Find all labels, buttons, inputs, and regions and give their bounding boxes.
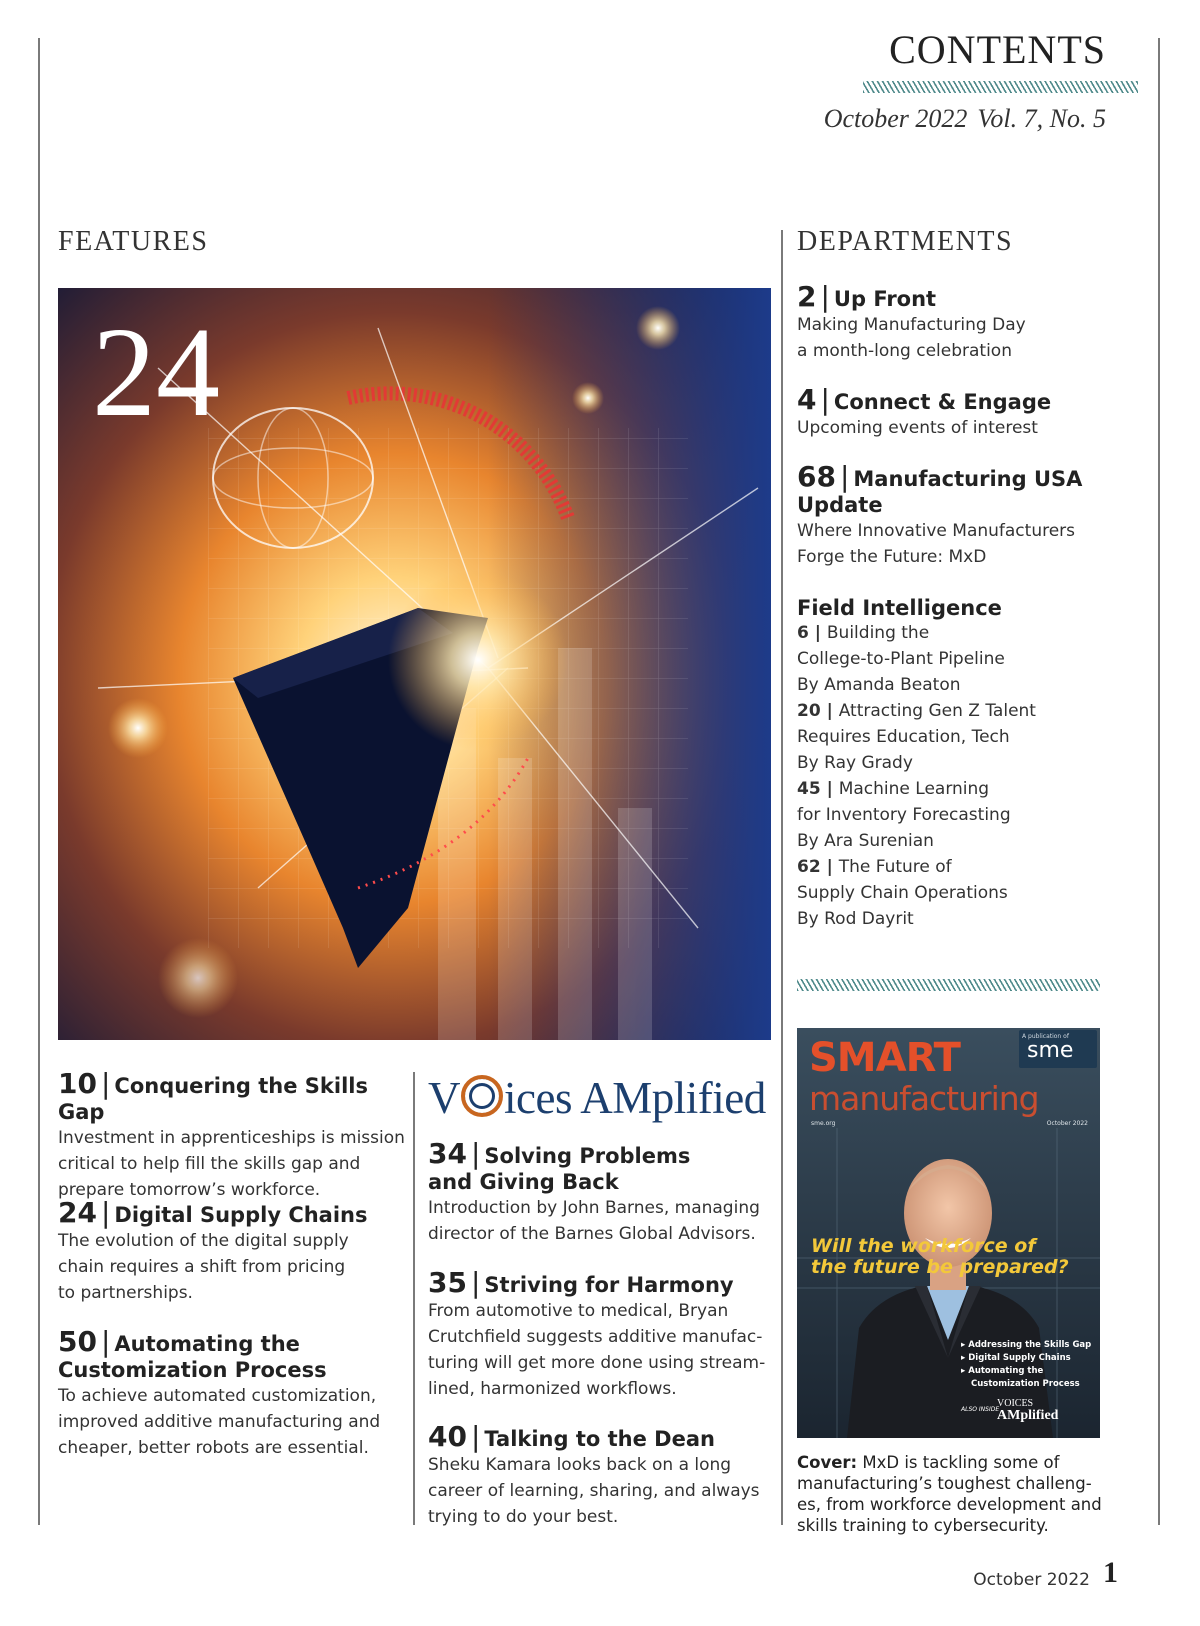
article-byline: By Ara Surenian [797, 831, 934, 851]
department-entry-up-front[interactable] [797, 280, 1127, 364]
article-title-line-2: Requires Education, Tech [797, 727, 1010, 747]
voices-entry-striving-for-harmony[interactable] [428, 1266, 773, 1402]
magazine-cover-thumbnail[interactable] [797, 1028, 1100, 1438]
caption-label: Cover: [797, 1453, 858, 1472]
article-title-line-2: for Inventory Forecasting [797, 805, 1011, 825]
logo-wordmark: ices AMplified [504, 1073, 766, 1123]
voices-entry-heading: 40 | Talking to the Dean [428, 1420, 715, 1453]
page-number: 10 [58, 1067, 97, 1100]
cover-bullet-list [961, 1339, 1091, 1391]
cover-headline-line: the future be prepared? [811, 1256, 1069, 1278]
description-line: Where Innovative Manufacturers [797, 521, 1076, 541]
cover-voices-logo: VOICES AMplified [997, 1398, 1059, 1423]
article-title: The Future of [838, 857, 952, 877]
voices-amplified-logo [428, 1072, 766, 1124]
feature-description [58, 1228, 408, 1306]
description-line: The evolution of the digital supply [58, 1231, 349, 1251]
page-number: 35 [428, 1266, 467, 1299]
page-number: 50 [58, 1325, 97, 1358]
description-line: director of the Barnes Global Advisors. [428, 1224, 756, 1244]
department-title: Manufacturing USA [853, 467, 1083, 491]
description-line: a month-long celebration [797, 341, 1012, 361]
department-entry-heading: 4 | Connect & Engage [797, 383, 1052, 416]
feature-entry-skills-gap[interactable] [58, 1067, 408, 1203]
feature-entry-heading: 24 | Digital Supply Chains [58, 1196, 368, 1229]
voices-title-line-2: and Giving Back [428, 1170, 619, 1194]
cover-headline-line: Will the workforce of [811, 1235, 1036, 1257]
feature-entry-heading: 50 | Automating the [58, 1325, 300, 1358]
description-line: lined, harmonized workflows. [428, 1379, 677, 1399]
voices-description [428, 1452, 773, 1530]
departments-hatch-rule [797, 979, 1100, 991]
features-heading: FEATURES [58, 226, 209, 257]
description-line: Sheku Kamara looks back on a long [428, 1455, 732, 1475]
cover-publisher-note: A publication of [1022, 1033, 1069, 1040]
department-entry-manufacturing-usa[interactable] [797, 460, 1127, 570]
article-byline: By Amanda Beaton [797, 675, 961, 695]
cover-bullet: ▸ Digital Supply Chains [961, 1353, 1071, 1363]
description-line: Introduction by John Barnes, managing [428, 1198, 760, 1218]
feature-illustration[interactable] [58, 288, 771, 1040]
page-number: 2 [797, 280, 817, 313]
article-title: Attracting Gen Z Talent [838, 701, 1036, 721]
left-margin-rule [38, 38, 40, 1525]
voices-entry-talking-to-the-dean[interactable] [428, 1420, 773, 1530]
article-title-line-2: College-to-Plant Pipeline [797, 649, 1005, 669]
feature-art-number: 24 [92, 301, 220, 443]
feature-entry-heading: 10 | Conquering the Skills Gap [58, 1067, 368, 1124]
voices-entry-heading: 35 | Striving for Harmony [428, 1266, 734, 1299]
article-title: Machine Learning [838, 779, 990, 799]
field-intelligence-item[interactable]: 62 | The Future of Supply Chain Operations By Rod Dayrit [797, 854, 1127, 932]
field-intelligence-section [797, 596, 1127, 932]
description-line: trying to do your best. [428, 1507, 619, 1527]
page-number: 40 [428, 1420, 467, 1453]
department-title: Up Front [833, 287, 937, 311]
voices-entry-heading: 34 | Solving Problems [428, 1137, 691, 1170]
feature-entry-digital-supply-chains[interactable] [58, 1196, 408, 1306]
footer-page-number: 1 [1103, 1556, 1118, 1589]
cover-issue: October 2022 [1046, 1120, 1088, 1127]
voices-ring-icon [461, 1075, 503, 1117]
voices-description [428, 1298, 773, 1402]
feature-title-line-2: Customization Process [58, 1358, 327, 1382]
description-line: to partnerships. [58, 1283, 193, 1303]
description-line: To achieve automated customization, [58, 1386, 377, 1406]
department-description [797, 415, 1127, 441]
department-title-line-2: Update [797, 493, 883, 517]
voices-title: Talking to the Dean [484, 1427, 715, 1451]
article-title: Building the [826, 623, 930, 643]
article-byline: By Ray Grady [797, 753, 913, 773]
caption-text: MxD is tackling some of manufacturing’s toughest challeng- es, from workforce development and skills training to cybersecurity. [797, 1453, 1102, 1535]
voices-entry-solving-problems[interactable] [428, 1137, 773, 1247]
department-title: Connect & Engage [833, 390, 1052, 414]
voices-title: Solving Problems [484, 1144, 691, 1168]
article-byline: By Rod Dayrit [797, 909, 914, 929]
description-line: critical to help fill the skills gap and [58, 1154, 361, 1174]
logo-letter: V [428, 1073, 460, 1123]
issue-volume: Vol. 7, No. 5 [977, 104, 1106, 133]
right-margin-rule [1158, 38, 1160, 1525]
page-number: 68 [797, 460, 836, 493]
description-line: Upcoming events of interest [797, 418, 1038, 438]
description-line: career of learning, sharing, and always [428, 1481, 760, 1501]
description-line: Forge the Future: MxD [797, 547, 987, 567]
department-entry-heading: 2 | Up Front [797, 280, 937, 313]
page-title: CONTENTS [889, 27, 1106, 72]
voices-description [428, 1195, 773, 1247]
field-intelligence-item[interactable]: 45 | Machine Learning for Inventory Forecasting By Ara Surenian [797, 776, 1127, 854]
feature-description [58, 1383, 408, 1461]
description-line: turing will get more done using stream- [428, 1353, 766, 1373]
departments-heading: DEPARTMENTS [797, 226, 1014, 257]
cover-brand-smart: SMART [809, 1035, 960, 1081]
feature-description [58, 1125, 408, 1203]
description-line: chain requires a shift from pricing [58, 1257, 346, 1277]
cover-brand-manufacturing: manufacturing [809, 1079, 1039, 1118]
department-entry-heading: 68 | Manufacturing USA [797, 460, 1083, 493]
feature-title: Digital Supply Chains [114, 1203, 368, 1227]
issue-line [824, 104, 1106, 134]
page-number: 6 [797, 623, 809, 643]
cover-headline [811, 1236, 1069, 1278]
page-number: 24 [58, 1196, 97, 1229]
field-intelligence-title: Field Intelligence [797, 596, 1002, 620]
footer-date: October 2022 [973, 1570, 1090, 1590]
page-number: 20 [797, 701, 821, 721]
department-entry-connect-engage[interactable] [797, 383, 1127, 441]
description-line: Making Manufacturing Day [797, 315, 1026, 335]
header-hatch-rule [863, 81, 1138, 93]
page-number: 62 [797, 857, 821, 877]
departments-divider [781, 230, 783, 1525]
feature-entry-automating-customization[interactable] [58, 1325, 408, 1461]
cover-bullet: Customization Process [971, 1379, 1080, 1389]
page-number: 4 [797, 383, 817, 416]
field-intelligence-item[interactable]: 6 | Building the College-to-Plant Pipeline By Amanda Beaton [797, 620, 1127, 698]
cover-bullet: ▸ Addressing the Skills Gap [961, 1340, 1092, 1350]
feature-title: Automating the [114, 1332, 300, 1356]
page-number: 45 [797, 779, 821, 799]
description-line: From automotive to medical, Bryan [428, 1301, 729, 1321]
field-intelligence-item[interactable]: 20 | Attracting Gen Z Talent Requires Education, Tech By Ray Grady [797, 698, 1127, 776]
description-line: prepare tomorrow’s workforce. [58, 1180, 321, 1200]
description-line: cheaper, better robots are essential. [58, 1438, 369, 1458]
department-description [797, 518, 1127, 570]
description-line: Investment in apprenticeships is mission [58, 1128, 405, 1148]
description-line: improved additive manufacturing and [58, 1412, 381, 1432]
cover-publisher: sme [1027, 1038, 1074, 1063]
issue-date: October 2022 [823, 104, 968, 133]
description-line: Crutchfield suggests additive manufac- [428, 1327, 763, 1347]
cover-bullet: ▸ Automating the [961, 1366, 1044, 1376]
cover-also-inside: ALSO INSIDE [961, 1406, 1000, 1413]
page-number: 34 [428, 1137, 467, 1170]
department-description [797, 312, 1127, 364]
cover-site: sme.org [811, 1120, 836, 1127]
cover-caption [797, 1452, 1107, 1536]
article-title-line-2: Supply Chain Operations [797, 883, 1008, 903]
voices-title: Striving for Harmony [484, 1273, 734, 1297]
feature-title: Conquering the Skills Gap [58, 1074, 368, 1124]
voices-divider [413, 1072, 415, 1525]
